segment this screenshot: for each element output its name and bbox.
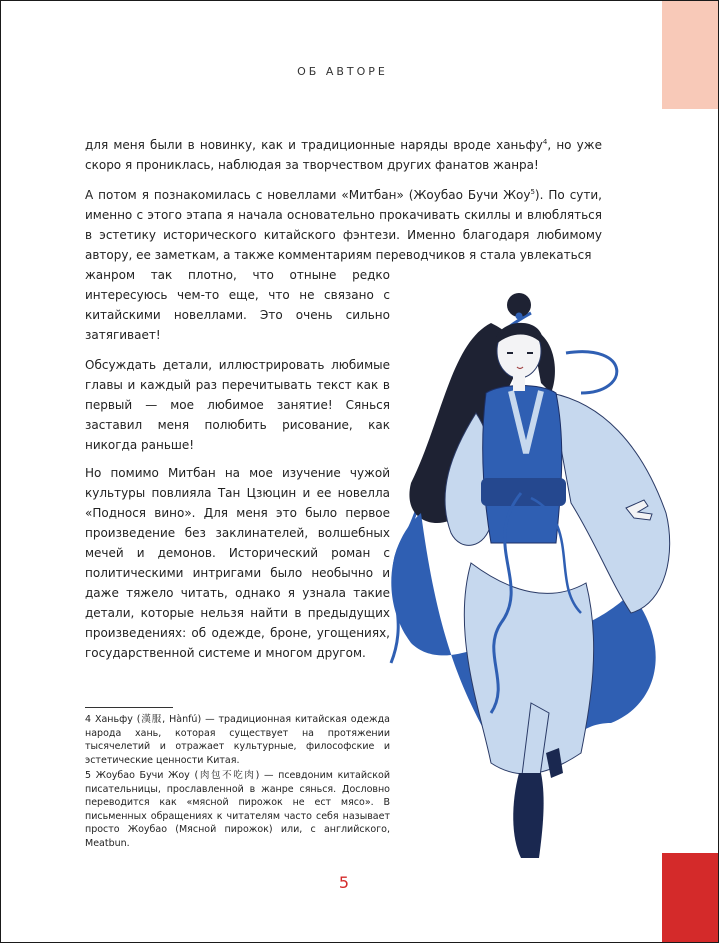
- footnote-number: 5: [85, 770, 92, 781]
- character-illustration: [381, 283, 681, 863]
- footnote-text: Ханьфу (漢服, Hànfú) — традиционная китайская одежда народа хань, которая существует на протяжении тысячелетий и отражает культурные, философские и эстетические ценности Китая.: [85, 714, 390, 766]
- paragraph-1: [85, 135, 602, 175]
- paragraph-1-text-a: для меня были в новинку, как и традиционные наряды вроде ханьфу: [85, 138, 543, 152]
- footnote-ref-5[interactable]: 5: [530, 188, 535, 196]
- running-head: ОБ АВТОРЕ: [297, 65, 388, 78]
- footnote-text: Жоубао Бучи Жоу (肉包不吃肉) — псевдоним китайской писательницы, прославленной в жанре сянься. Дословно переводится как «мясной пирожок не ест мясо». В письменных обращениях к читателям часто себя называет просто Жоубао (Мясной пирожок) или, с английского, Meatbun.: [85, 770, 390, 849]
- paragraph-2-text-b: ). По сути, именно с этого этапа я начала основательно прокачивать скиллы и влюбляться в эстетику исторического китайского фэнтези. Именно благодаря любимому автору, ее заметкам, а также комментариям переводчиков я стала увлекаться: [85, 188, 602, 262]
- footnote-4: [85, 713, 390, 767]
- paragraph-4: Но помимо Митбан на мое изучение чужой культуры повлияла Тан Цзюцин и ее новелла «Поднося вино». Для меня это было первое произведение без заклинателей, волшебных мечей и демонов. Исторический роман с политическими интригами было необычно и даже тяжело читать, однако я узнала такие детали, которые нельзя найти в предыдущих произведениях: об одежде, броне, угощениях, государственной системе и многом другом.: [85, 466, 390, 660]
- footnote-ref-4[interactable]: 4: [542, 138, 548, 146]
- paragraph-1-text-b: , но уже скоро я прониклась, наблюдая за творчеством других фанатов жанра!: [85, 138, 602, 172]
- hair-tie-icon: [516, 313, 523, 320]
- robe-sash: [481, 478, 566, 506]
- neck: [513, 375, 525, 391]
- footnote-5: [85, 769, 390, 850]
- page-number: 5: [338, 873, 350, 892]
- paragraph-2-continued: жанром так плотно, что отныне редко интересуюсь чем-то еще, что не связано с китайскими новеллами. Это очень сильно затягивает!: [85, 268, 390, 342]
- right-sleeve: [551, 393, 670, 613]
- decorative-tab-top: [662, 1, 718, 109]
- torso-robe: [483, 386, 562, 544]
- paragraph-2: [85, 185, 602, 265]
- footnote-number: 4: [85, 714, 92, 725]
- footnote-divider: [85, 707, 173, 708]
- paragraph-3: Обсуждать детали, иллюстрировать любимые главы и каждый раз перечитывать текст как в первый — мое любимое занятие! Сянься заставил меня полюбить рисование, как никогда раньше!: [85, 358, 390, 452]
- decorative-tab-bottom: [662, 853, 718, 942]
- ribbon-loop: [566, 352, 617, 393]
- boot: [513, 773, 543, 858]
- paragraph-2-text-a: А потом я познакомилась с новеллами «Митбан» (Жоубао Бучи Жоу: [85, 188, 531, 202]
